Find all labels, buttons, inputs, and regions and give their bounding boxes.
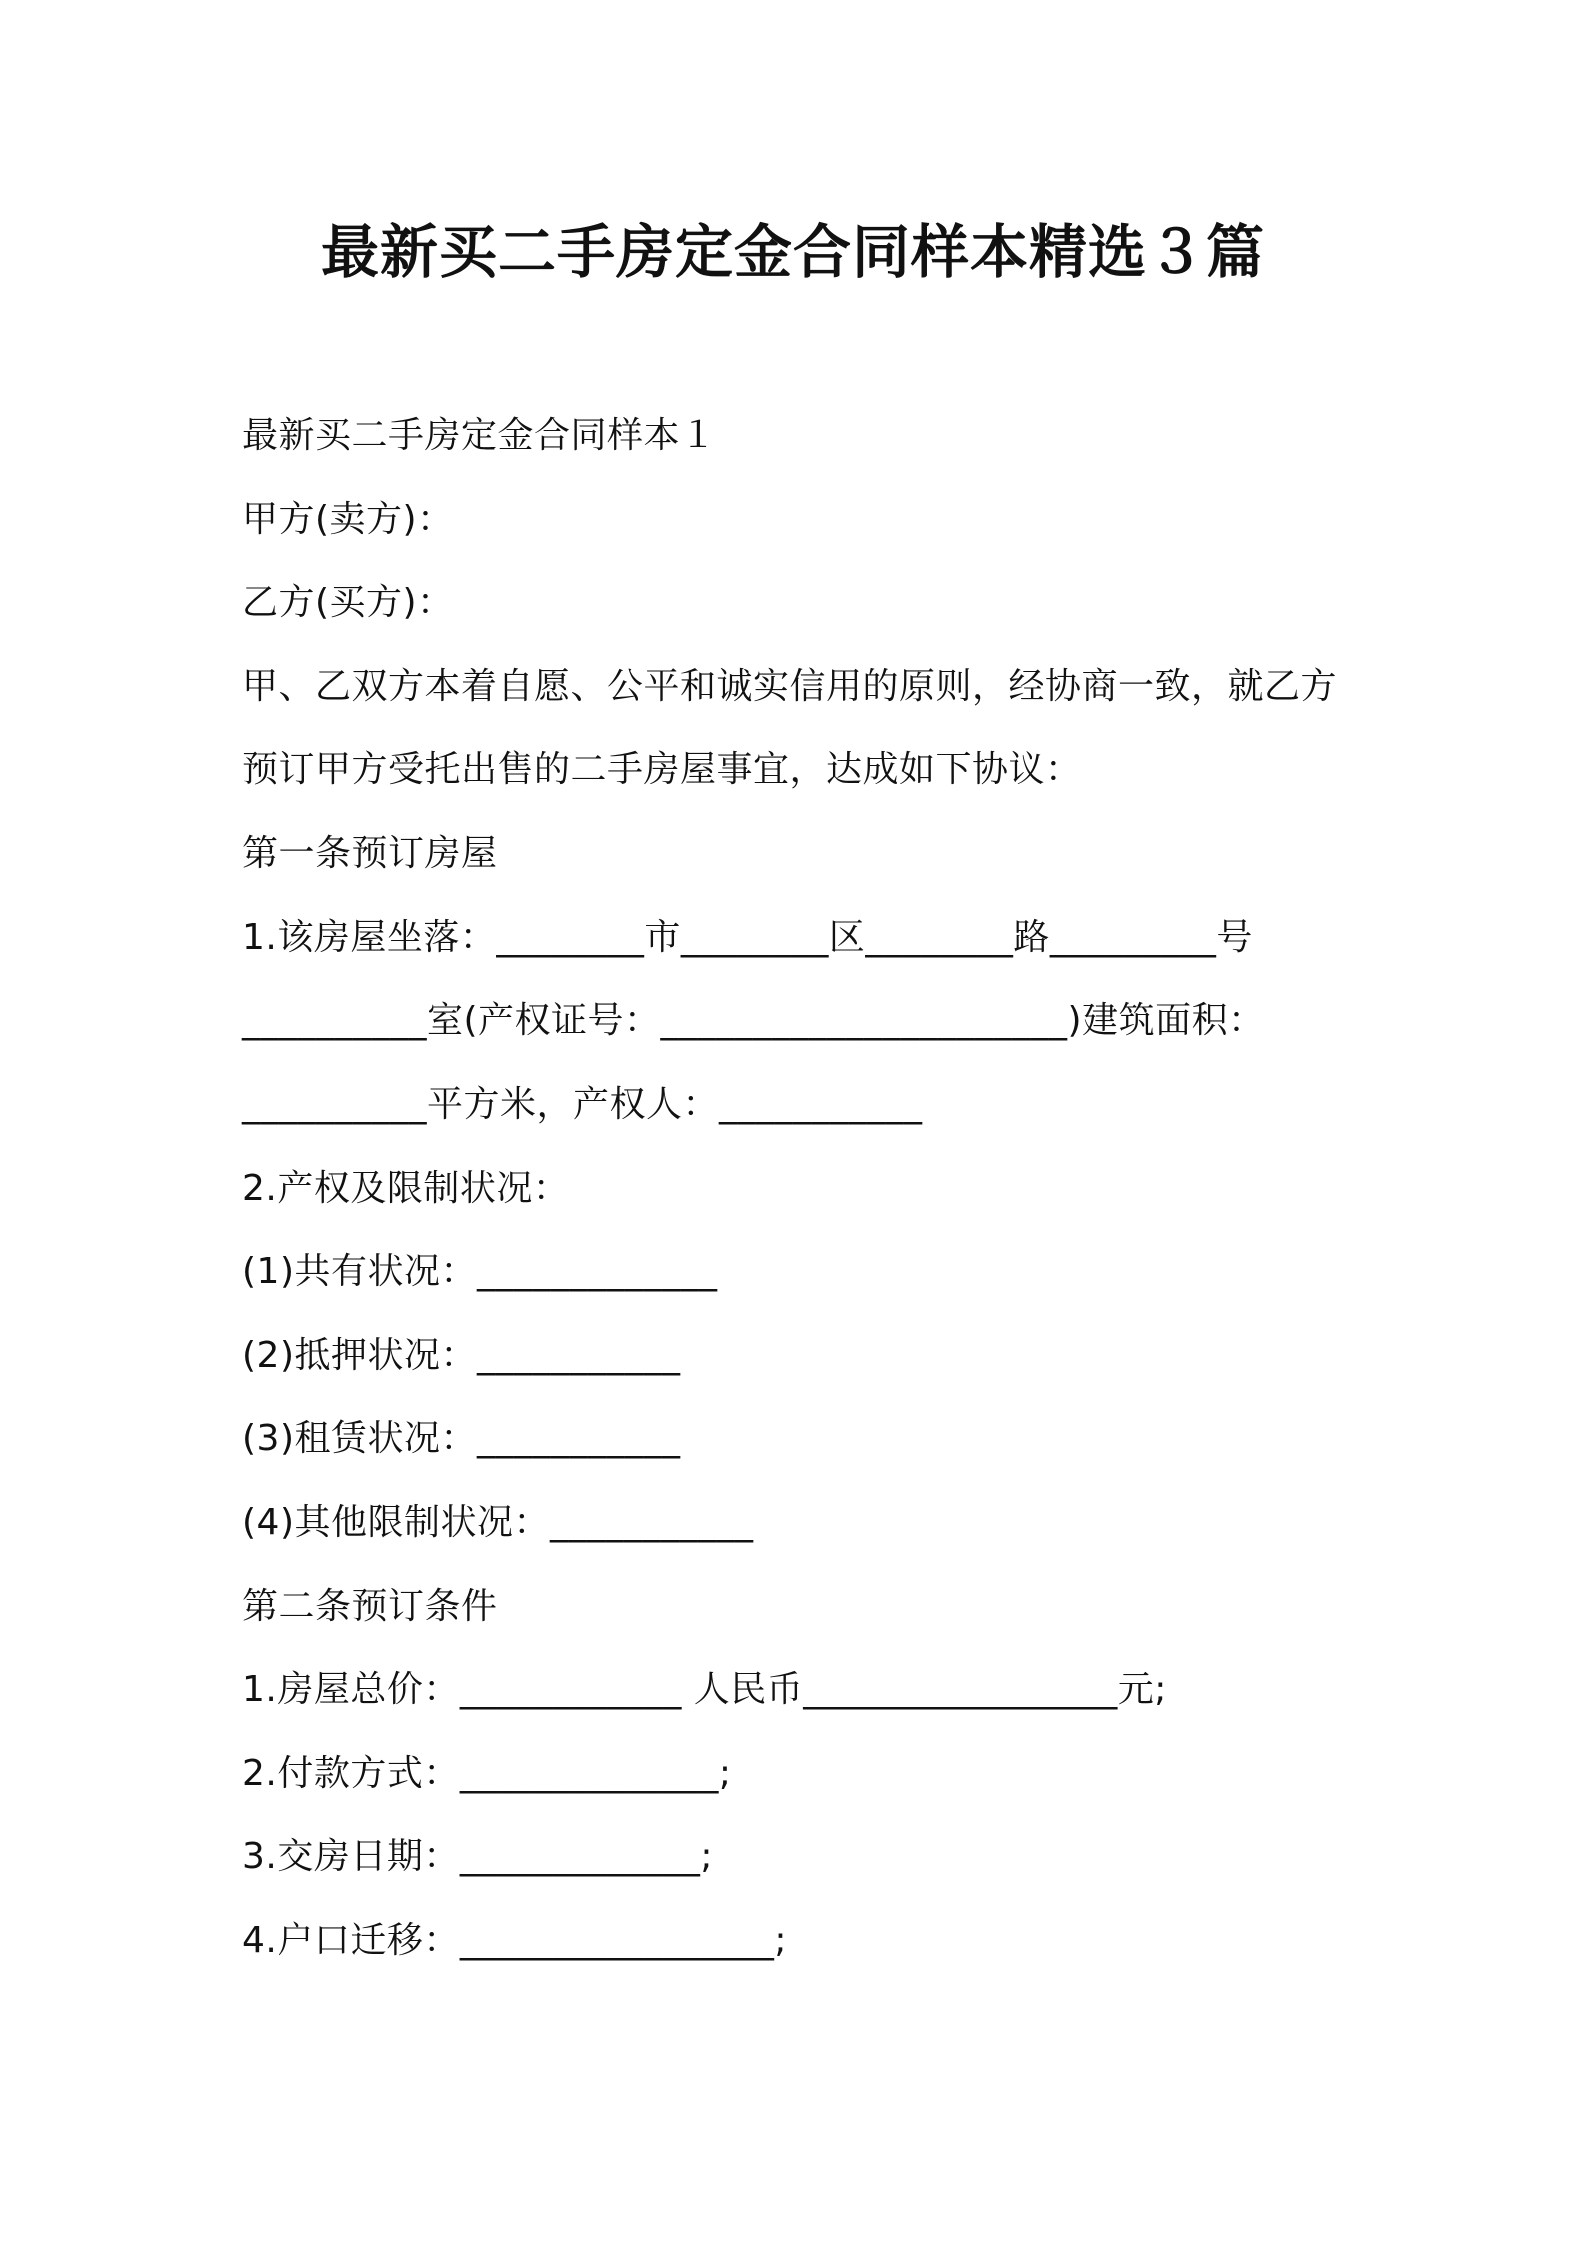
household-transfer-line: 4.户口迁移：_________________;	[242, 1920, 787, 1961]
ownership-restrictions-heading: 2.产权及限制状况：	[242, 1168, 570, 1209]
property-area-owner-line: __________平方米，产权人：___________	[242, 1084, 923, 1125]
preamble-line-2: 预订甲方受托出售的二手房屋事宜，达成如下协议：	[242, 749, 1082, 790]
co-ownership-line: (1)共有状况：_____________	[242, 1251, 718, 1292]
article-2-heading: 第二条预订条件	[242, 1586, 498, 1627]
mortgage-line: (2)抵押状况：___________	[242, 1335, 681, 1376]
preamble-line-1: 甲、乙双方本着自愿、公平和诚实信用的原则，经协商一致，就乙方	[242, 666, 1338, 707]
delivery-date-line: 3.交房日期：_____________;	[242, 1836, 713, 1877]
total-price-line: 1.房屋总价：____________ 人民币_________________元;	[242, 1669, 1167, 1710]
property-location-line: 1.该房屋坐落：________市________区________路_________号	[242, 917, 1253, 958]
other-restrictions-line: (4)其他限制状况：___________	[242, 1502, 754, 1543]
article-1-heading: 第一条预订房屋	[242, 833, 498, 874]
lease-line: (3)租赁状况：___________	[242, 1418, 681, 1459]
section-heading-sample-1: 最新买二手房定金合同样本１	[242, 415, 717, 456]
document-title: 最新买二手房定金合同样本精选３篇	[320, 218, 1265, 286]
payment-method-line: 2.付款方式：______________;	[242, 1753, 732, 1794]
property-certificate-line: __________室(产权证号：______________________)建筑面积：	[242, 1000, 1265, 1041]
party-b-label: 乙方(买方)：	[242, 582, 454, 623]
party-a-label: 甲方(卖方)：	[242, 499, 454, 540]
